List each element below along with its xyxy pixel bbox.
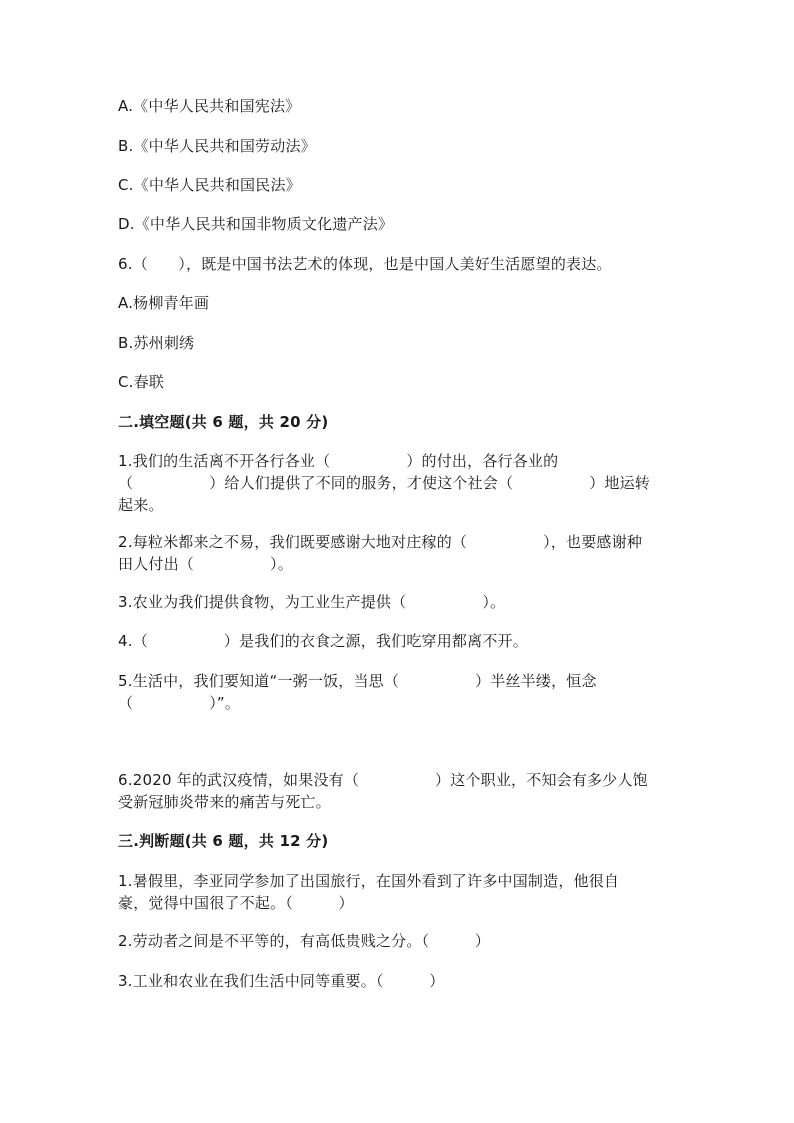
- fill-q4: 4.（ ）是我们的衣食之源，我们吃穿用都离不开。: [118, 632, 528, 650]
- option-c: C.《中华人民共和国民法》: [118, 176, 301, 194]
- judge-q1-line-2: 豪，觉得中国很了不起。（ ）: [118, 894, 354, 912]
- judge-q1-line-1: 1.暑假里，李亚同学参加了出国旅行，在国外看到了许多中国制造，他很自: [118, 872, 620, 890]
- fill-q6-line-1: 6.2020 年的武汉疫情，如果没有（ ）这个职业，不知会有多少人饱: [118, 771, 648, 789]
- option-a: A.《中华人民共和国宪法》: [118, 97, 301, 115]
- judge-q2: 2.劳动者之间是不平等的，有高低贵贱之分。（ ）: [118, 932, 491, 950]
- fill-q2-line-1: 2.每粒米都来之不易，我们既要感谢大地对庄稼的（ ），也要感谢种: [118, 533, 643, 551]
- judge-q3: 3.工业和农业在我们生活中同等重要。（ ）: [118, 972, 445, 990]
- fill-q5-line-2: （ ）”。: [118, 694, 241, 712]
- question-6: 6.（ ），既是中国书法艺术的体现，也是中国人美好生活愿望的表达。: [118, 255, 612, 273]
- fill-q1-line-1: 1.我们的生活离不开各行各业（ ）的付出，各行各业的: [118, 452, 559, 470]
- fill-q2-line-2: 田人付出（ ）。: [118, 555, 293, 573]
- option-b: B.《中华人民共和国劳动法》: [118, 137, 316, 155]
- fill-q6-line-2: 受新冠肺炎带来的痛苦与死亡。: [118, 793, 331, 811]
- q6-option-b: B.苏州刺绣: [118, 334, 195, 352]
- fill-q5-line-1: 5.生活中，我们要知道“一粥一饭，当思（ ）半丝半缕，恒念: [118, 672, 597, 690]
- q6-option-c: C.春联: [118, 373, 165, 391]
- fill-q3: 3.农业为我们提供食物，为工业生产提供（ ）。: [118, 593, 506, 611]
- section-2-heading: 二.填空题(共 6 题，共 20 分): [118, 413, 329, 431]
- fill-q1-line-3: 起来。: [118, 496, 164, 514]
- option-d: D.《中华人民共和国非物质文化遗产法》: [118, 215, 394, 233]
- section-3-heading: 三.判断题(共 6 题，共 12 分): [118, 832, 329, 850]
- fill-q1-line-2: （ ）给人们提供了不同的服务，才使这个社会（ ）地运转: [118, 474, 651, 492]
- q6-option-a: A.杨柳青年画: [118, 294, 210, 312]
